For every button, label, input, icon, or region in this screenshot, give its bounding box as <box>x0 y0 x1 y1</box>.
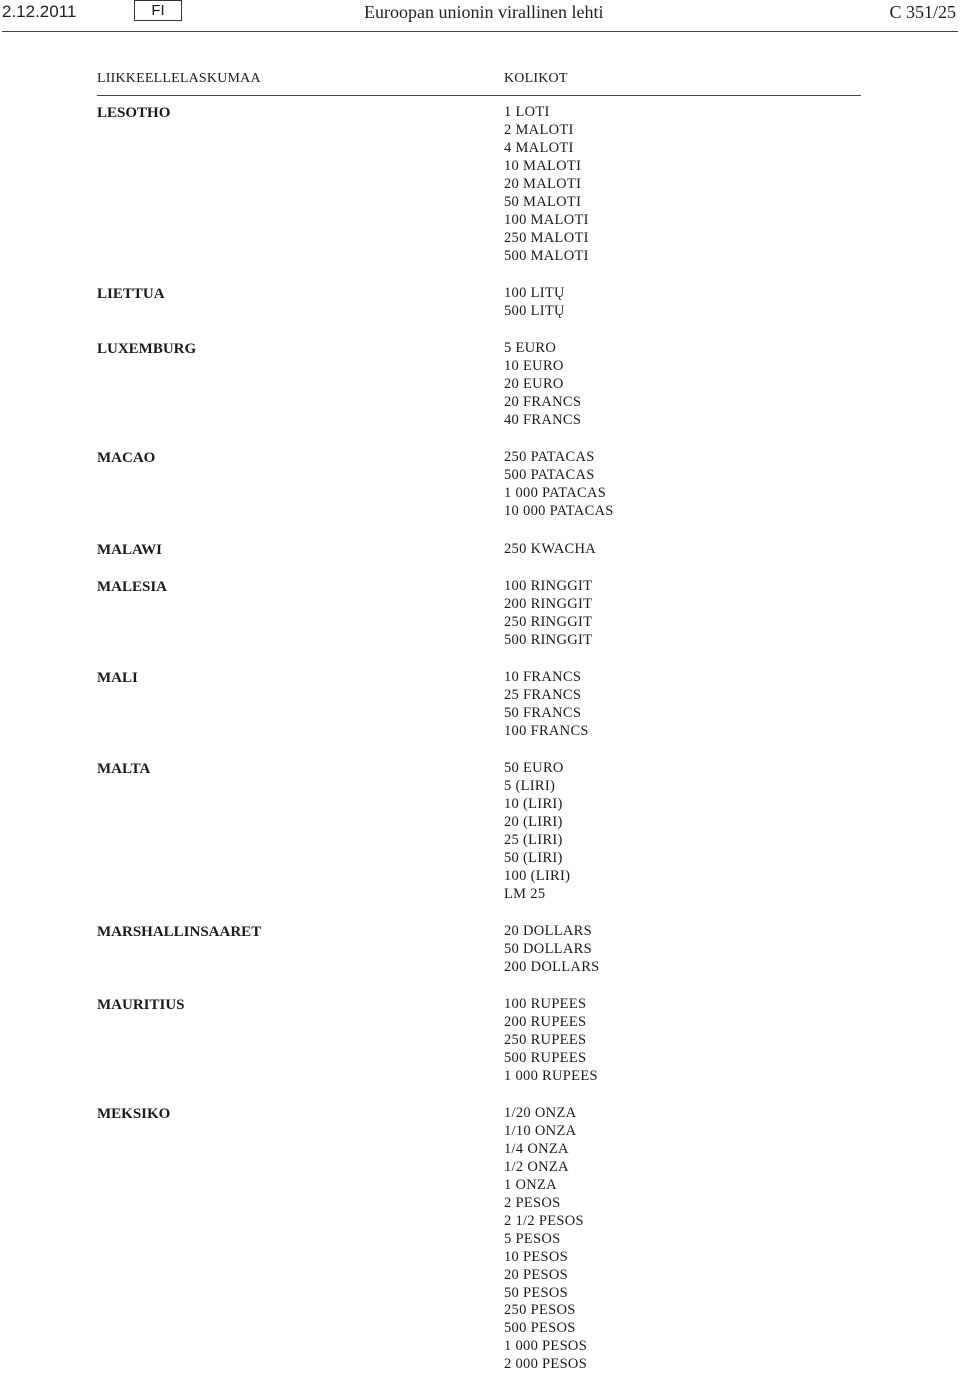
country-name: MACAO <box>97 450 156 466</box>
coin-denomination: 250 KWACHA <box>504 541 597 557</box>
coin-denomination: 100 MALOTI <box>504 211 589 228</box>
coin-denomination: 500 RUPEES <box>504 1049 587 1066</box>
coin-denomination: 1 000 PATACAS <box>504 484 607 501</box>
coin-list <box>504 285 565 321</box>
coin-list <box>504 104 589 266</box>
coin-list <box>504 760 570 904</box>
coin-denomination: 5 EURO <box>504 340 557 356</box>
country-name: MEKSIKO <box>97 1106 171 1122</box>
country-name: LUXEMBURG <box>97 341 197 357</box>
coin-list <box>504 340 581 430</box>
coin-denomination: 100 LITŲ <box>504 285 565 301</box>
coin-denomination: 20 MALOTI <box>504 175 582 192</box>
coin-denomination: 500 MALOTI <box>504 247 589 264</box>
coin-denomination: 25 (LIRI) <box>504 831 563 848</box>
coin-denomination: 500 PESOS <box>504 1320 576 1337</box>
coin-denomination: 20 EURO <box>504 375 564 392</box>
coin-denomination: 50 MALOTI <box>504 193 582 210</box>
coin-denomination: 50 FRANCS <box>504 704 582 721</box>
country-name: LIETTUA <box>97 286 165 302</box>
coin-denomination: 25 FRANCS <box>504 686 582 703</box>
page-reference: C 351/25 <box>889 2 956 22</box>
coin-denomination: 1/20 ONZA <box>504 1105 577 1121</box>
coin-denomination: 5 PESOS <box>504 1230 561 1247</box>
coin-denomination: 5 (LIRI) <box>504 777 556 794</box>
coin-denomination: 500 RINGGIT <box>504 631 593 648</box>
coin-list <box>504 449 614 521</box>
country-name: MAURITIUS <box>97 997 185 1013</box>
journal-title: Euroopan unionin virallinen lehti <box>364 2 604 22</box>
country-name: LESOTHO <box>97 105 171 121</box>
coin-denomination: 10 MALOTI <box>504 157 582 174</box>
coin-denomination: 2 000 PESOS <box>504 1356 588 1373</box>
coin-list <box>504 1105 587 1374</box>
country-name: MALAWI <box>97 542 163 558</box>
coin-denomination: 100 RINGGIT <box>504 578 593 594</box>
coin-denomination: 10 PESOS <box>504 1248 569 1265</box>
coin-denomination: 250 RUPEES <box>504 1031 587 1048</box>
coin-denomination: 1 000 RUPEES <box>504 1067 598 1084</box>
country-name: MALESIA <box>97 579 168 595</box>
coin-list <box>504 923 600 977</box>
coin-denomination: LM 25 <box>504 885 546 902</box>
coin-denomination: 1 ONZA <box>504 1176 557 1193</box>
coin-denomination: 50 PESOS <box>504 1284 569 1301</box>
coin-denomination: 10 EURO <box>504 357 564 374</box>
country-name: MARSHALLINSAARET <box>97 924 262 940</box>
coin-denomination: 100 (LIRI) <box>504 867 571 884</box>
coin-denomination: 2 MALOTI <box>504 121 574 138</box>
coin-denomination: 250 PESOS <box>504 1302 576 1319</box>
coin-denomination: 100 FRANCS <box>504 722 589 739</box>
coin-denomination: 50 EURO <box>504 760 564 776</box>
coin-denomination: 1/4 ONZA <box>504 1140 569 1157</box>
coin-denomination: 100 RUPEES <box>504 996 587 1012</box>
coin-list <box>504 669 589 741</box>
coin-denomination: 20 PESOS <box>504 1266 569 1283</box>
coin-denomination: 1 000 PESOS <box>504 1338 588 1355</box>
column-header-coins: KOLIKOT <box>504 71 568 86</box>
coin-denomination: 10 000 PATACAS <box>504 502 614 519</box>
coin-list <box>504 578 592 650</box>
coin-denomination: 1/10 ONZA <box>504 1122 577 1139</box>
coin-denomination: 200 RUPEES <box>504 1013 587 1030</box>
coin-denomination: 500 LITŲ <box>504 302 565 319</box>
coin-denomination: 20 FRANCS <box>504 393 582 410</box>
coin-denomination: 1 LOTI <box>504 104 550 120</box>
coin-denomination: 10 FRANCS <box>504 669 582 685</box>
coin-list <box>504 996 598 1086</box>
coin-denomination: 20 (LIRI) <box>504 813 563 830</box>
coin-denomination: 250 RINGGIT <box>504 613 593 630</box>
coin-denomination: 20 DOLLARS <box>504 923 592 939</box>
country-name: MALTA <box>97 761 151 777</box>
coin-list <box>504 541 596 559</box>
publication-date: 2.12.2011 <box>2 2 77 21</box>
country-name: MALI <box>97 670 138 686</box>
coin-denomination: 10 (LIRI) <box>504 795 563 812</box>
coin-denomination: 200 DOLLARS <box>504 958 600 975</box>
coin-denomination: 2 PESOS <box>504 1194 561 1211</box>
coin-denomination: 500 PATACAS <box>504 466 595 483</box>
coin-denomination: 50 (LIRI) <box>504 849 563 866</box>
coin-denomination: 50 DOLLARS <box>504 940 592 957</box>
coin-denomination: 1/2 ONZA <box>504 1158 569 1175</box>
coin-denomination: 200 RINGGIT <box>504 595 593 612</box>
language-code-box: FI <box>134 0 182 21</box>
column-header-country: LIIKKEELLELASKUMAA <box>97 71 261 86</box>
coin-denomination: 4 MALOTI <box>504 139 574 156</box>
coin-denomination: 250 MALOTI <box>504 229 589 246</box>
coin-denomination: 40 FRANCS <box>504 411 582 428</box>
coin-denomination: 2 1/2 PESOS <box>504 1212 584 1229</box>
coin-denomination: 250 PATACAS <box>504 449 595 465</box>
